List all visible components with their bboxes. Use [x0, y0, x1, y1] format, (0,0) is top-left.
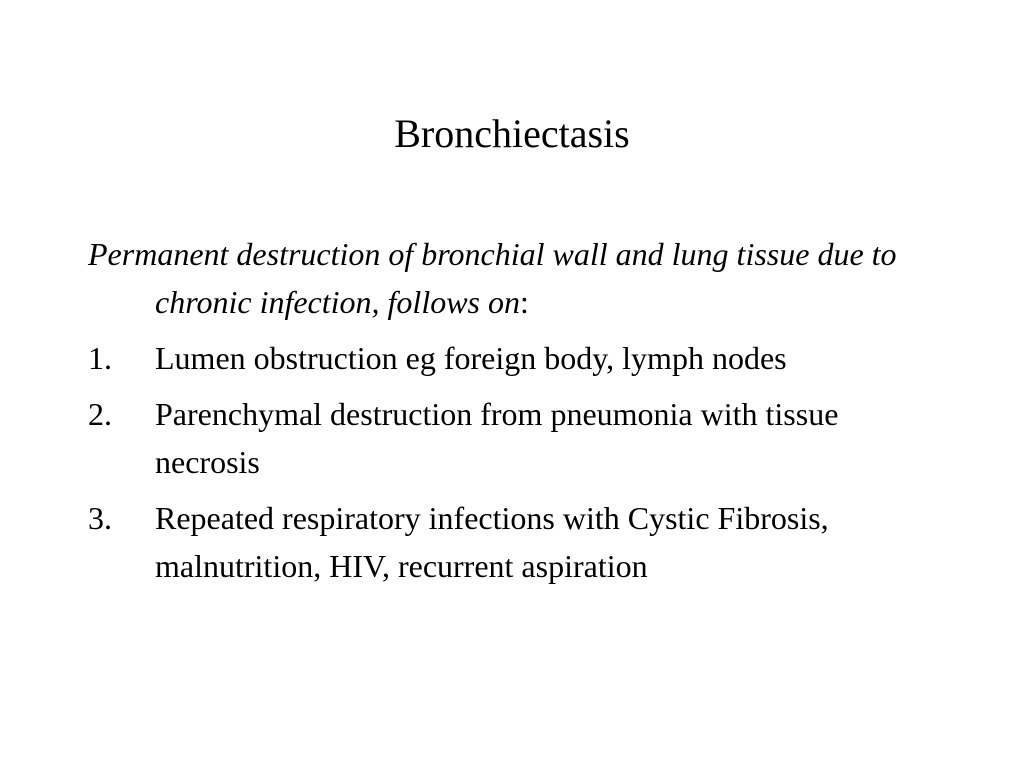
intro-paragraph [88, 230, 948, 326]
list-item [88, 390, 948, 486]
list-item-number: 1. [88, 340, 112, 376]
list-item-text: Parenchymal destruction from pneumonia with tissue necrosis [155, 396, 839, 480]
list-item-number: 2. [88, 396, 112, 432]
list-item-text: Repeated respiratory infections with Cystic Fibrosis, malnutrition, HIV, recurrent aspiration [155, 500, 829, 584]
list-item [88, 494, 948, 590]
list-item-number: 3. [88, 500, 112, 536]
slide-body [88, 230, 948, 598]
list-item [88, 334, 948, 382]
intro-suffix: : [520, 284, 529, 320]
list-item-text: Lumen obstruction eg foreign body, lymph nodes [155, 340, 787, 376]
numbered-list [88, 334, 948, 590]
intro-italic-text: Permanent destruction of bronchial wall and lung tissue due to chronic infection, follows on [88, 236, 897, 320]
slide-title: Bronchiectasis [394, 111, 630, 156]
